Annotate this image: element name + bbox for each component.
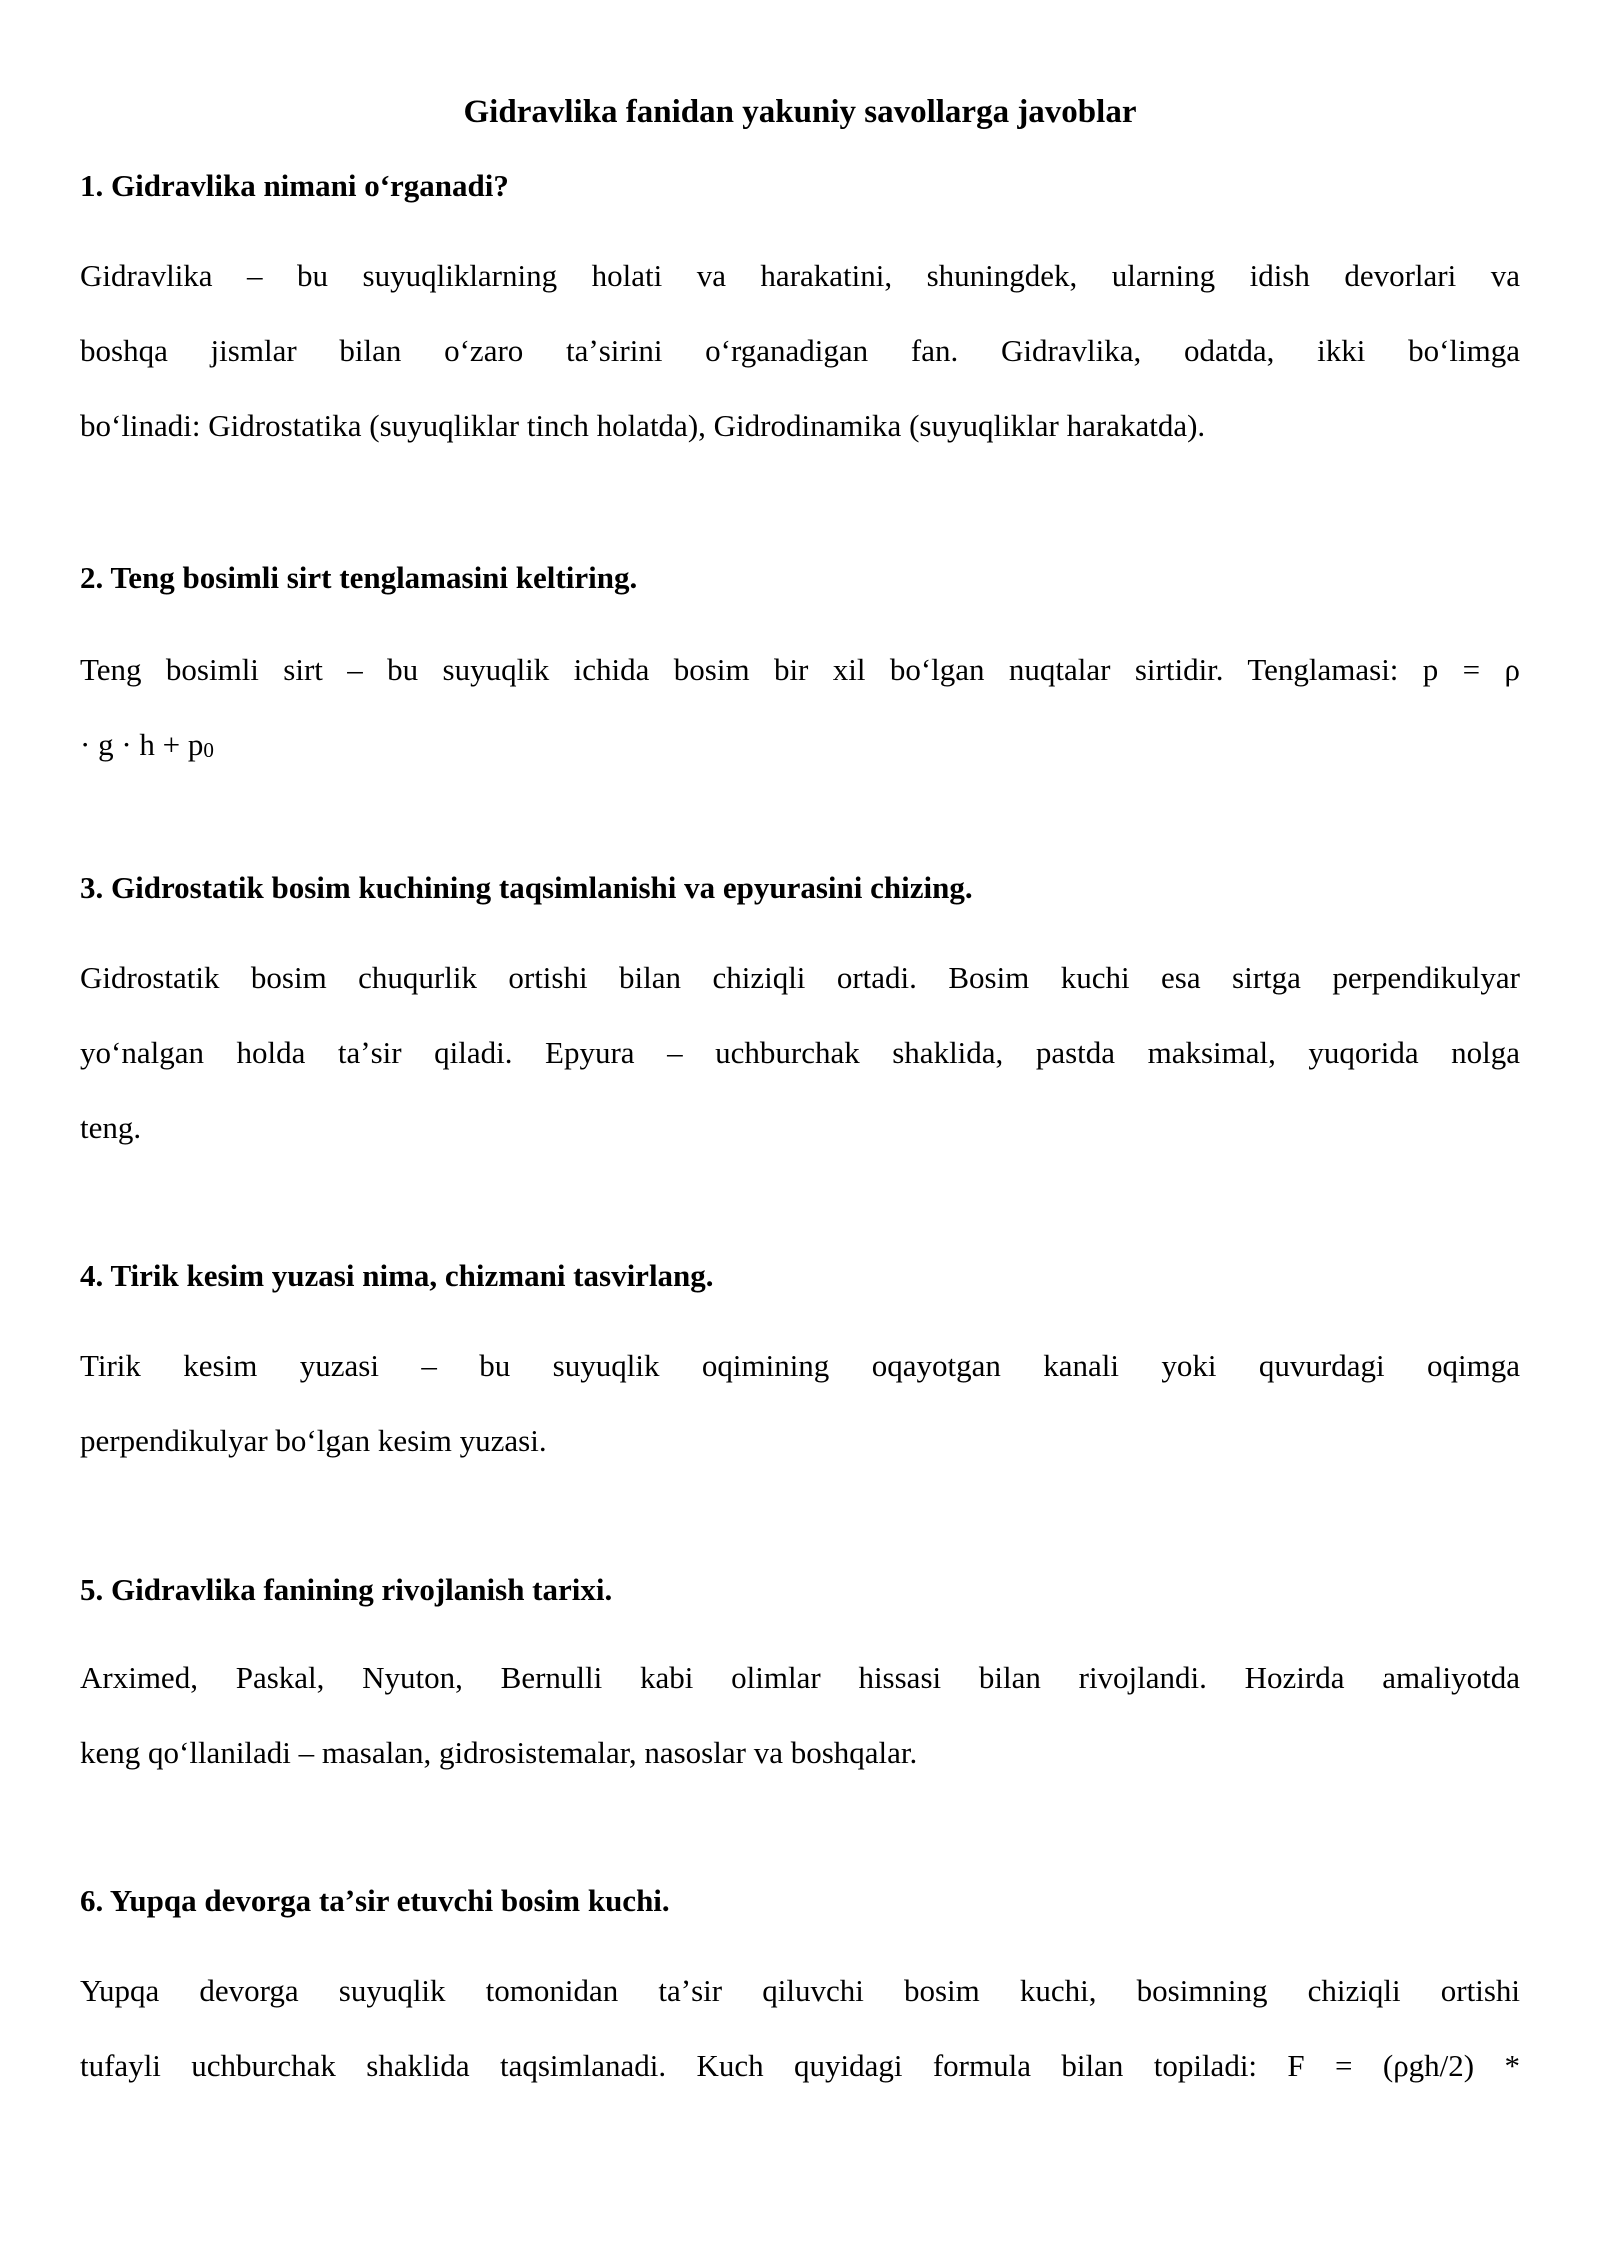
answer-line: keng qoʻllaniladi – masalan, gidrosistemalar, nasoslar va boshqalar. [80, 1735, 918, 1770]
answer-line: boʻlinadi: Gidrostatika (suyuqliklar tinch holatda), Gidrodinamika (suyuqliklar harakatda). [80, 408, 1206, 443]
formula-base: · g · h + p [80, 727, 204, 762]
answer-paragraph-1 [80, 238, 1520, 463]
answer-line: yoʻnalgan holda taʼsir qiladi. Epyura – uchburchak shaklida, pastda maksimal, yuqorida nolga [80, 1035, 1520, 1070]
question-heading-6: 6. Yupqa devorga taʼsir etuvchi bosim kuchi. [80, 1883, 670, 1918]
formula-line [80, 707, 1520, 782]
answer-paragraph-4 [80, 1328, 1520, 1478]
answer-line: teng. [80, 1110, 142, 1145]
question-heading-1: 1. Gidravlika nimani oʻrganadi? [80, 168, 509, 203]
answer-paragraph-6 [80, 1953, 1520, 2103]
document-title: Gidravlika fanidan yakuniy savollarga javoblar [463, 94, 1137, 130]
answer-line: Arximed, Paskal, Nyuton, Bernulli kabi olimlar hissasi bilan rivojlandi. Hozirda amaliyotda [80, 1660, 1520, 1695]
answer-line: boshqa jismlar bilan oʻzaro taʼsirini oʻrganadigan fan. Gidravlika, odatda, ikki boʻlimga [80, 333, 1520, 368]
answer-line: Gidrostatik bosim chuqurlik ortishi bilan chiziqli ortadi. Bosim kuchi esa sirtga perpendikulyar [80, 960, 1520, 995]
answer-line: Gidravlika – bu suyuqliklarning holati va harakatini, shuningdek, ularning idish devorlari va [80, 258, 1520, 293]
answer-paragraph-2 [80, 632, 1520, 782]
answer-paragraph-3 [80, 940, 1520, 1165]
question-heading-4: 4. Tirik kesim yuzasi nima, chizmani tasvirlang. [80, 1258, 714, 1293]
answer-line: Teng bosimli sirt – bu suyuqlik ichida bosim bir xil boʻlgan nuqtalar sirtidir. Tenglamasi: p = ρ [80, 652, 1520, 687]
formula-subscript: 0 [203, 738, 214, 763]
answer-paragraph-5 [80, 1640, 1520, 1790]
question-heading-5: 5. Gidravlika fanining rivojlanish tarixi. [80, 1572, 613, 1607]
answer-line: perpendikulyar boʻlgan kesim yuzasi. [80, 1423, 547, 1458]
question-heading-2: 2. Teng bosimli sirt tenglamasini keltiring. [80, 560, 638, 595]
question-heading-3: 3. Gidrostatik bosim kuchining taqsimlanishi va epyurasini chizing. [80, 870, 973, 905]
answer-line: Tirik kesim yuzasi – bu suyuqlik oqimining oqayotgan kanali yoki quvurdagi oqimga [80, 1348, 1520, 1383]
answer-line: tufayli uchburchak shaklida taqsimlanadi. Kuch quyidagi formula bilan topiladi: F = (ρgh/2) * [80, 2048, 1520, 2083]
answer-line: Yupqa devorga suyuqlik tomonidan taʼsir qiluvchi bosim kuchi, bosimning chiziqli ortishi [80, 1973, 1520, 2008]
